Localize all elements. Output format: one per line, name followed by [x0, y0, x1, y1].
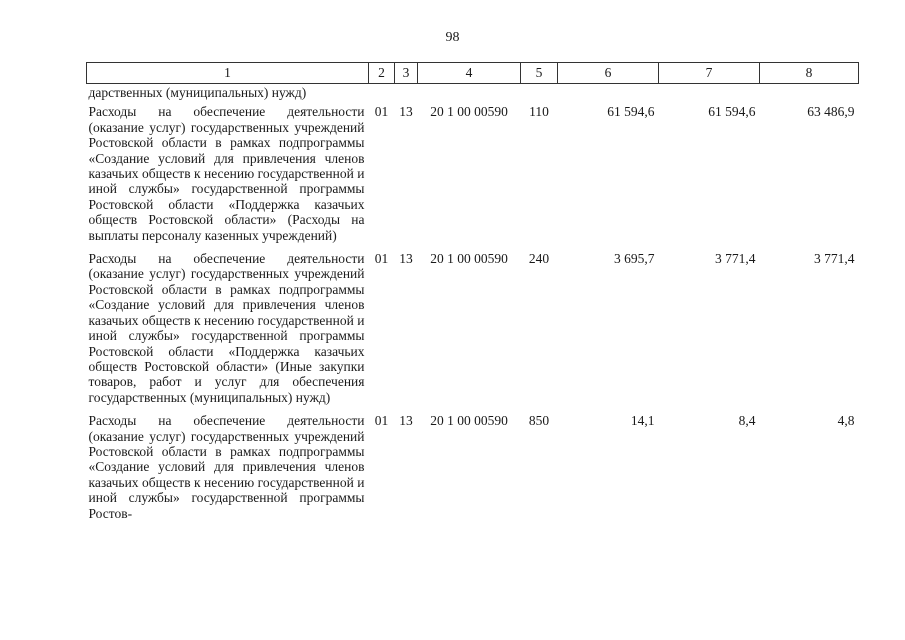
row-target-article: 20 1 00 00590 [430, 251, 508, 267]
table-row [87, 100, 859, 247]
table-row [87, 247, 859, 409]
header-col-6: 6 [558, 63, 659, 84]
row-amount-col8: 3 771,4 [814, 251, 855, 267]
row-expense-type: 240 [528, 251, 550, 267]
header-col-8: 8 [760, 63, 859, 84]
row-subsection: 13 [399, 251, 413, 267]
row-amount-col6: 14,1 [630, 413, 655, 429]
table-body [87, 84, 859, 525]
page-number: 98 [445, 30, 460, 45]
header-col-4: 4 [418, 63, 521, 84]
header-col-3: 3 [395, 63, 418, 84]
row-subsection: 13 [399, 413, 413, 429]
row-amount-col7: 8,4 [738, 413, 756, 429]
header-row [87, 63, 859, 84]
continuation-text: дарственных (муниципальных) нужд) [88, 85, 307, 100]
row-target-article: 20 1 00 00590 [430, 104, 508, 120]
row-amount-col6: 3 695,7 [614, 251, 655, 267]
row-subsection: 13 [399, 104, 413, 120]
row-amount-col6: 61 594,6 [607, 104, 655, 120]
header-col-5: 5 [521, 63, 558, 84]
table-header [87, 63, 859, 84]
row-description: Расходы на обеспечение деятельности (оказание услуг) государственных учреждений Ростовской области в рамках подпрограммы «Создание условий для привлечения членов казачьих обществ к несению государственной и иной службы» государственной программы Ростовской области «Поддержка казачьих обществ Ростовской области» (Расходы на выплаты персоналу казенных учреждений) [88, 104, 365, 243]
row-section: 01 [374, 413, 389, 429]
row-description: Расходы на обеспечение деятельности (оказание услуг) государственных учреждений Ростовской области в рамках подпрограммы «Создание условий для привлечения членов казачьих обществ к несению государственной и иной службы» государственной программы Ростов- [88, 413, 365, 521]
row-description: Расходы на обеспечение деятельности (оказание услуг) государственных учреждений Ростовской области в рамках подпрограммы «Создание условий для привлечения членов казачьих обществ к несению государственной и иной службы» государственной программы Ростовской области «Поддержка казачьих обществ Ростовской области» (Иные закупки товаров, работ и услуг для обеспечения государственных (муниципальных) нужд) [88, 251, 365, 405]
row-target-article: 20 1 00 00590 [430, 413, 508, 429]
row-amount-col8: 63 486,9 [807, 104, 855, 120]
table-row [87, 409, 859, 525]
header-col-1: 1 [87, 63, 369, 84]
continuation-row [87, 84, 859, 101]
row-amount-col8: 4,8 [837, 413, 855, 429]
header-col-2: 2 [369, 63, 395, 84]
row-expense-type: 110 [529, 104, 549, 120]
row-amount-col7: 61 594,6 [708, 104, 756, 120]
budget-table [86, 62, 859, 525]
row-section: 01 [374, 104, 389, 120]
header-col-7: 7 [659, 63, 760, 84]
row-expense-type: 850 [528, 413, 550, 429]
row-section: 01 [374, 251, 389, 267]
row-amount-col7: 3 771,4 [715, 251, 756, 267]
